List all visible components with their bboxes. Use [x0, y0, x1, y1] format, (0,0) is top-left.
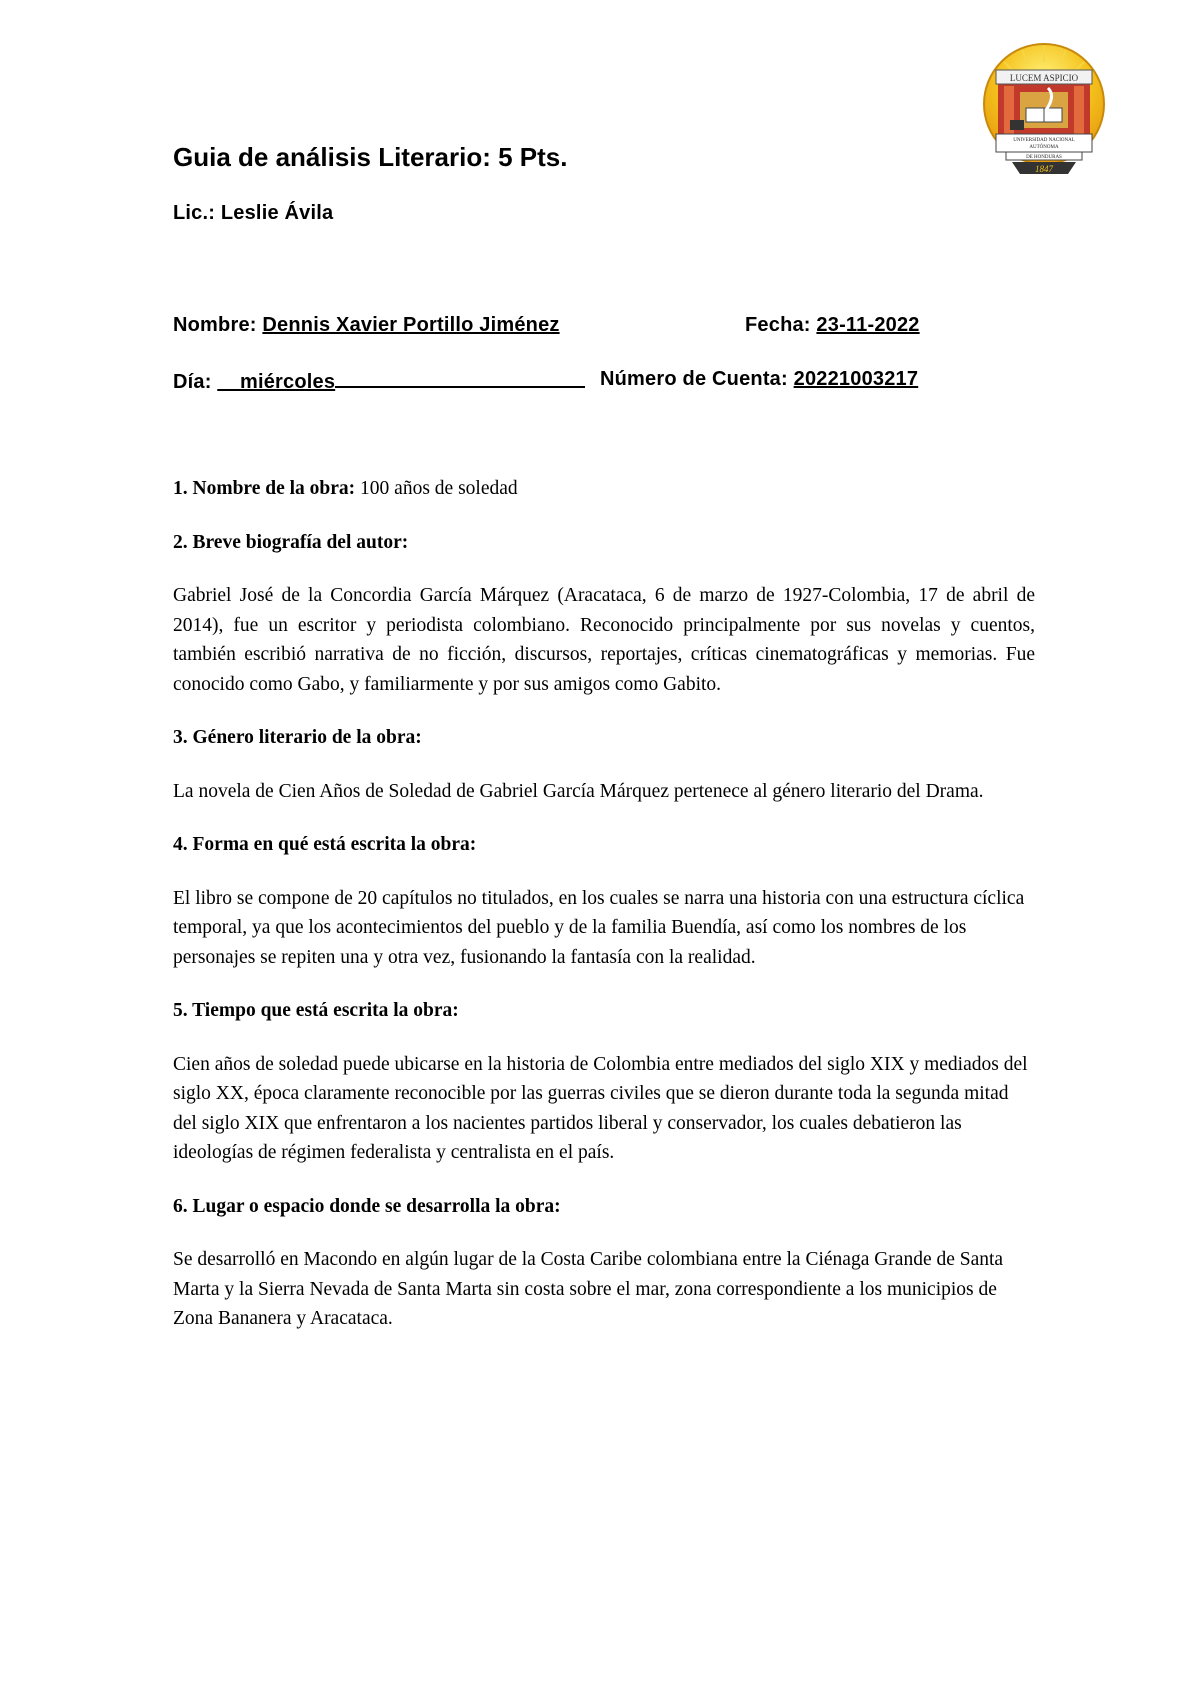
section-5-label: 5. Tiempo que está escrita la obra: — [173, 1000, 459, 1021]
university-seal-icon — [982, 34, 1106, 178]
instructor-line: Lic.: Leslie Ávila — [173, 202, 334, 224]
cuenta-value: 20221003217 — [793, 368, 919, 390]
dia-value: __miércoles — [217, 371, 336, 393]
fecha-label: Fecha: — [745, 314, 817, 336]
dia-line — [173, 368, 585, 394]
section-2-heading — [173, 528, 1035, 558]
section-2-text: Gabriel José de la Concordia García Márquez (Aracataca, 6 de marzo de 1927-Colombia, 17 de abril de 2014), fue un escritor y periodista colombiano. Reconocido principalmente por sus novelas y cuentos, también escribió narrativa de no ficción, discursos, reportajes, críticas cinematográficas y memorias. Fue conocido como Gabo, y familiarmente y por sus amigos como Gabito. — [173, 585, 1035, 695]
section-6-heading — [173, 1192, 1035, 1222]
cuenta-line — [600, 368, 918, 391]
section-1-label: 1. Nombre de la obra: — [173, 478, 356, 499]
section-3-text: La novela de Cien Años de Soledad de Gabriel García Márquez pertenece al género literario del Drama. — [173, 780, 984, 802]
section-4-text: El libro se compone de 20 capítulos no titulados, en los cuales se narra una historia con una estructura cíclica temporal, ya que los acontecimientos del pueblo y de la familia Buendía, así como los nombres de los personajes se repiten una y otra vez, fusionando la fantasía con la realidad. — [173, 887, 1025, 968]
svg-text:AUTÓNOMA: AUTÓNOMA — [1029, 145, 1059, 150]
section-5-heading — [173, 996, 1035, 1026]
section-1-value: 100 años de soledad — [355, 478, 518, 499]
nombre-value: Dennis Xavier Portillo Jiménez — [262, 314, 560, 336]
section-3-heading — [173, 723, 1035, 753]
section-5-text: Cien años de soledad puede ubicarse en la historia de Colombia entre mediados del siglo XIX y mediados del siglo XX, época claramente reconocible por las guerras civiles que se dieron durante toda la segunda mitad del siglo XIX que enfrentaron a los nacientes partidos liberal y conservador, los cuales debatieron las ideologías de régimen federalista y centralista en el país. — [173, 1053, 1028, 1163]
cuenta-label: Número de Cuenta: — [600, 368, 794, 390]
section-3-label: 3. Género literario de la obra: — [173, 727, 422, 748]
analysis-body — [173, 474, 1035, 1358]
section-1 — [173, 474, 1035, 504]
svg-text:DE HONDURAS: DE HONDURAS — [1026, 155, 1062, 160]
nombre-label: Nombre: — [173, 314, 263, 336]
dia-blank-line — [335, 368, 585, 388]
fecha-line — [745, 314, 920, 337]
dia-label: Día: — [173, 371, 218, 393]
section-4-heading — [173, 830, 1035, 860]
section-6-label: 6. Lugar o espacio donde se desarrolla la obra: — [173, 1195, 561, 1217]
svg-text:UNIVERSIDAD NACIONAL: UNIVERSIDAD NACIONAL — [1013, 138, 1075, 143]
section-2-label: 2. Breve biografía del autor: — [173, 531, 409, 553]
seal-year-text: 1847 — [1035, 164, 1053, 174]
document-title: Guia de análisis Literario: 5 Pts. — [173, 142, 568, 172]
seal-banner-text: LUCEM ASPICIO — [1009, 73, 1079, 83]
nombre-line — [173, 314, 560, 337]
section-6-text: Se desarrolló en Macondo en algún lugar de la Costa Caribe colombiana entre la Ciénaga Grande de Santa Marta y la Sierra Nevada de Santa Marta sin costa sobre el mar, zona correspondiente a los municipios de Zona Bananera y Aracataca. — [173, 1249, 1004, 1329]
fecha-value: 23-11-2022 — [816, 314, 920, 336]
section-4-label: 4. Forma en qué está escrita la obra: — [173, 834, 477, 855]
